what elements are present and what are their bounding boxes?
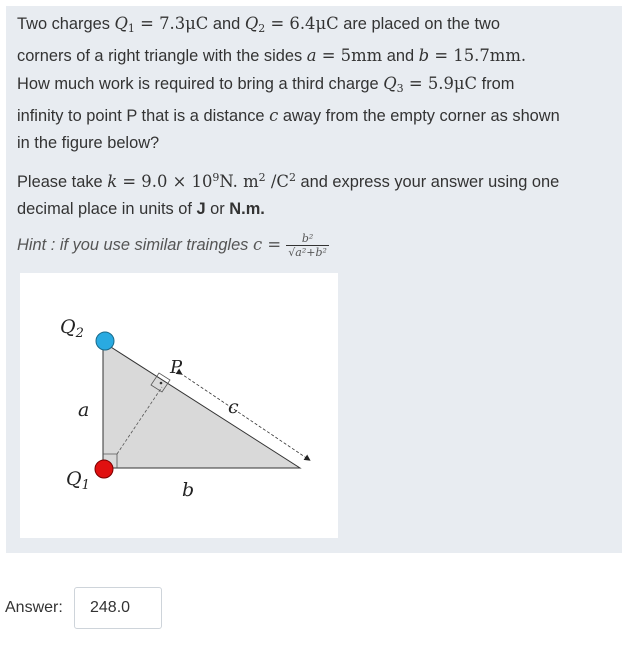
question-line-3: How much work is required to bring a third charge $Q_3 = 5.9\mu C$ from: [17, 74, 515, 95]
q2-label: $Q_2$: [60, 316, 84, 341]
question-line-1: Two charges $Q_1 = 7.3\mu C$ and $Q_2 = 6.4\mu C$ are placed on the two: [17, 14, 500, 35]
p-point: [160, 382, 163, 385]
q1-label: $Q_1$: [66, 468, 90, 493]
question-line-4: infinity to point P that is a distance c away from the empty corner as shown: [17, 106, 560, 125]
p-label: P: [170, 357, 183, 378]
right-triangle-shape: [103, 342, 300, 468]
question-line-5: in the figure below?: [17, 134, 160, 152]
hint-fraction: $\frac{\text{b²}}{\text{√a²+b²}}$: [288, 232, 327, 260]
triangle-figure: [20, 273, 338, 538]
answer-label: Answer:: [5, 599, 63, 616]
constants-paragraph: [17, 164, 559, 223]
triangle-diagram: [20, 273, 338, 538]
constants-line-1: Please take $k = 9.0 \times 10^9N$. $m^2$ $/C^2$ and express your answer using one: [17, 171, 560, 191]
c-label: c: [228, 396, 239, 418]
hint-label: Hint: [17, 236, 47, 254]
hint-line: Hint : if you use similar traingles c = $\frac{\text{b²}}{\text{√a²+b²}}$: [17, 232, 327, 260]
question-text-panel: [6, 6, 622, 553]
constants-line-2: decimal place in units of J or N.m.: [17, 200, 265, 218]
answer-input[interactable]: [74, 587, 162, 629]
a-label: a: [78, 399, 90, 421]
question-paragraph: [17, 10, 560, 157]
q1-charge: [95, 460, 113, 478]
question-line-2: corners of a right triangle with the sides a = 5mm and b = 15.7mm.: [17, 46, 527, 65]
q2-charge: [96, 332, 114, 350]
b-label: b: [182, 479, 195, 501]
